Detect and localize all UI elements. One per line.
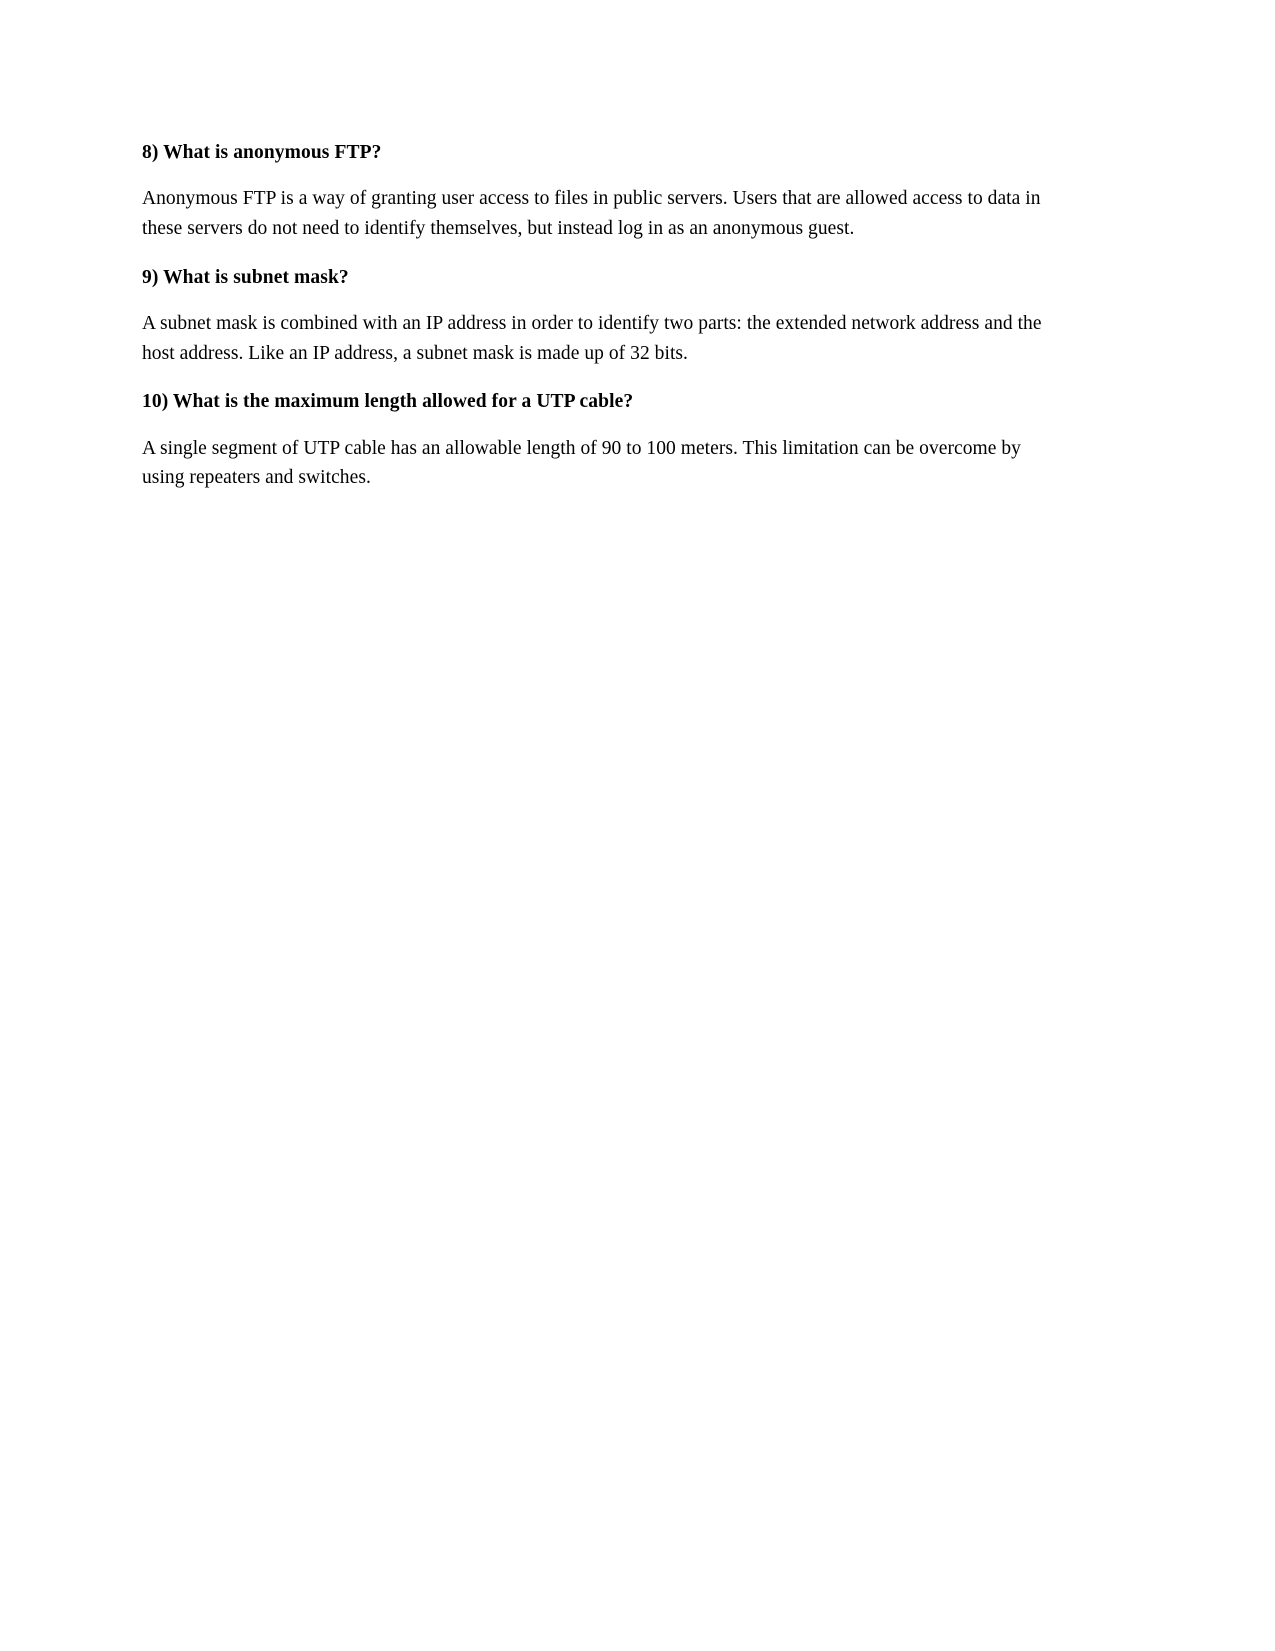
- question-heading-8: 8) What is anonymous FTP?: [142, 142, 382, 163]
- answer-paragraph-10: A single segment of UTP cable has an allowable length of 90 to 100 meters. This limitation can be overcome by using repeaters and switches.: [142, 437, 1021, 489]
- qa-block-10: [142, 389, 1054, 493]
- document-content: [142, 140, 1054, 493]
- qa-block-9: [142, 265, 1054, 369]
- question-heading-10: 10) What is the maximum length allowed for a UTP cable?: [142, 391, 634, 413]
- answer-paragraph-8: Anonymous FTP is a way of granting user access to files in public servers. Users that are allowed access to data in these servers do not need to identify themselves, but instead log in as an anonymous guest.: [142, 188, 1041, 239]
- answer-paragraph-9: A subnet mask is combined with an IP address in order to identify two parts: the extended network address and the host address. Like an IP address, a subnet mask is made up of 32 bits.: [142, 312, 1042, 364]
- question-heading-9: 9) What is subnet mask?: [142, 266, 349, 288]
- qa-block-8: [142, 140, 1054, 244]
